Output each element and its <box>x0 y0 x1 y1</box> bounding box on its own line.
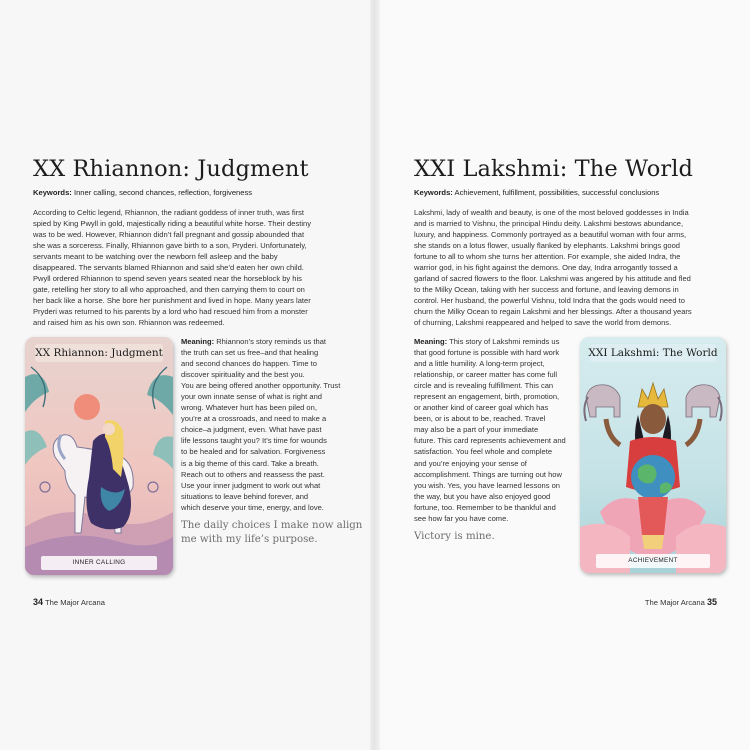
text-line: which deserve your time, energy, and love. <box>181 502 324 512</box>
lakshmi-card-label: ACHIEVEMENT <box>628 557 678 564</box>
text-line: is a big theme of this card. Take a breath. <box>181 458 319 468</box>
left-affirmation <box>181 519 371 547</box>
text-line: you wish. Yes, you have learned lessons on <box>414 480 561 490</box>
rhiannon-card-label: INNER CALLING <box>72 559 126 566</box>
text-line: spied by King Pwyll in gold, majestically riding a beautiful white horse. Their destiny <box>33 219 311 229</box>
left-keywords <box>33 188 252 197</box>
right-keywords-label: Keywords: <box>414 188 453 197</box>
text-line: you’re at a crossroads, and need to make a <box>181 414 327 424</box>
affirmation-line: The daily choices I make now align <box>181 520 363 531</box>
text-line: the way, but you have also enjoyed good <box>414 491 551 501</box>
text-line: churn the Milky Ocean to regain Lakshmi and her blessings. After a thousand years <box>414 307 692 317</box>
text-line: Pryderi was returned to his parents by a lord who had rescued him from a monster <box>33 307 308 317</box>
text-line: life lessons taught you? It’s time for wounds <box>181 436 327 446</box>
text-line: Reach out to others and reassess the past. <box>181 469 325 479</box>
text-line: discover spirituality and the best you. <box>181 370 305 380</box>
text-line: and second chances do happen. Time to <box>181 359 317 369</box>
text-line: to the Milky Ocean, taking with her success and fortune, and leaving demons in <box>414 285 679 295</box>
text-line: her back like a horse. She bore her punishment and lived in hope. Many years later <box>33 296 311 306</box>
text-line: she was a sorceress. Finally, Rhiannon gave birth to a son, Pryderi. Unfortunately, <box>33 241 307 251</box>
text-line: the truth can set us free–and that healing <box>181 348 319 358</box>
left-keywords-label: Keywords: <box>33 188 72 197</box>
sun-icon <box>74 394 100 420</box>
right-affirmation <box>414 530 584 544</box>
lakshmi-card-illustration <box>580 337 726 573</box>
text-line: servants meant to be watching over the newborn fell asleep and the baby <box>33 252 278 262</box>
left-story-paragraph <box>33 207 363 329</box>
left-keywords-text: Inner calling, second chances, reflection, forgiveness <box>73 188 253 197</box>
text-line: warrior god, in his fight against the demons. One day, Indra arrogantly tossed a <box>414 263 678 273</box>
text-line: wrong. Whatever hurt has been piled on, <box>181 403 317 413</box>
text-line: and raised him as his own son. Rhiannon was redeemed. <box>33 318 225 328</box>
right-meaning-text <box>414 336 584 524</box>
page-number: 35 <box>706 597 717 607</box>
text-line: disappeared. The servants blamed Rhiannon and said she’d eaten her own child. <box>33 263 304 273</box>
footer-section: The Major Arcana <box>45 598 105 607</box>
text-line: your own innate sense of what is right and <box>181 392 322 402</box>
text-line: According to Celtic legend, Rhiannon, the radiant goddess of inner truth, was first <box>33 208 305 217</box>
text-line: that good fortune is possible with hard work <box>414 348 560 358</box>
text-line: Use your inner judgment to work out what <box>181 480 321 490</box>
text-line: gate, retelling her story to all who approached, and then carrying them to court on <box>33 285 305 295</box>
text-line: see how far you have come. <box>414 513 509 523</box>
text-line: circle and is revealing fulfillment. This can <box>414 381 554 391</box>
text-line: relationship, or career matter has come full <box>414 370 558 380</box>
left-meaning-label: Meaning: <box>181 337 215 346</box>
affirmation-line: me with my life’s purpose. <box>181 533 318 545</box>
text-line: was to be wed. However, Rhiannon didn’t fall pregnant and gossip abounded that <box>33 230 305 240</box>
text-line <box>414 336 584 347</box>
text-line <box>181 336 371 347</box>
text-line: Lakshmi, lady of wealth and beauty, is one of the most beloved goddesses in India <box>414 208 689 217</box>
right-footer <box>645 597 717 607</box>
text-line: and a little humility. A long-term project, <box>414 359 545 369</box>
rhiannon-card-title: XX Rhiannon: Judgment <box>35 347 163 359</box>
text-line: or another kind of career goal which has <box>414 403 549 413</box>
text-line: of churning, Lakshmi reappeared and helped to save the world from demons. <box>414 318 672 328</box>
text-line: garland of sacred flowers to the floor. Lakshmi was angered by his attitude and fled <box>414 274 691 284</box>
text-line: may also be a part of your immediate <box>414 425 539 435</box>
text-line: Pwyll ordered Rhiannon to spend seven years seated near the horseblock by his <box>33 274 302 284</box>
text-line: control. Her husband, the powerful Vishnu, told Indra that the gods would need to <box>414 296 685 306</box>
left-footer <box>33 597 105 607</box>
rhiannon-card-illustration <box>25 337 173 575</box>
left-page-title: XX Rhiannon: Judgment <box>33 156 309 182</box>
right-page-title: XXI Lakshmi: The World <box>414 156 694 182</box>
text-line: to be healed and for salvation. Forgiveness <box>181 447 326 457</box>
text-line: fortune, too. Remember to be thankful and <box>414 502 556 512</box>
text-line: represent an engagement, birth, promotion, <box>414 392 560 402</box>
text-line: luxury, and happiness. Commonly portrayed as a beautiful woman with four arms, <box>414 230 687 240</box>
text-line-span: This story of Lakshmi reminds us <box>449 337 560 346</box>
lakshmi-card-title: XXI Lakshmi: The World <box>588 347 718 359</box>
text-line: You are being offered another opportunity. Trust <box>181 381 341 391</box>
left-meaning-text <box>181 336 371 513</box>
text-line: and is married to Vishnu, the principal Hindu deity. Lakshmi bestows abundance, <box>414 219 684 229</box>
page-number: 34 <box>33 597 44 607</box>
right-keywords <box>414 188 659 197</box>
footer-section: The Major Arcana <box>644 598 705 607</box>
text-line: future. This card represents achievement and <box>414 436 566 446</box>
affirmation-line: Victory is mine. <box>414 531 495 542</box>
text-line: been, or is about to be, reached. Travel <box>414 414 546 424</box>
text-line: she stands on a lotus flower, usually flanked by elephants. Lakshmi brings good <box>414 241 680 251</box>
text-line-span: Rhiannon’s story reminds us that <box>216 337 326 346</box>
right-keywords-text: Achievement, fulfillment, possibilities, successful conclusions <box>454 188 660 197</box>
text-line: and you’re enjoying your sense of <box>414 458 527 468</box>
text-line: choice–a judgment, even. What have past <box>181 425 322 435</box>
text-line: fortune to all to whom she turns her attention. For example, she aided Indra, the <box>414 252 681 262</box>
text-line: situations to leave behind forever, and <box>181 491 309 501</box>
rhiannon-tarot-card <box>25 337 173 575</box>
text-line: satisfaction. You feel whole and complete <box>414 447 553 457</box>
lakshmi-tarot-card <box>580 337 726 573</box>
right-meaning-label: Meaning: <box>414 337 448 346</box>
book-gutter <box>370 0 380 750</box>
text-line: accomplishment. Things are turning out how <box>414 469 562 479</box>
right-story-paragraph <box>414 207 744 329</box>
